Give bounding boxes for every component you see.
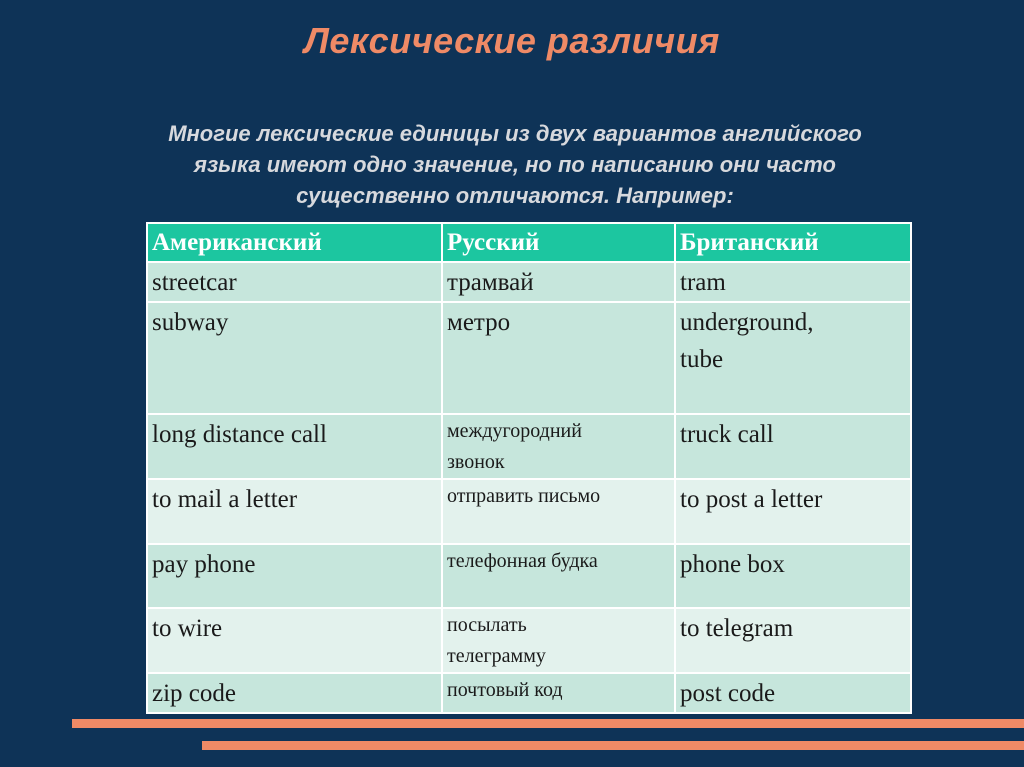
cell-line: звонок xyxy=(447,451,505,473)
cell-russian xyxy=(442,302,675,414)
decorative-bar-top xyxy=(72,719,1024,728)
table-row xyxy=(147,262,911,302)
intro-text xyxy=(90,118,940,211)
cell-british xyxy=(675,544,911,608)
cell-line: телефонная будка xyxy=(447,550,598,572)
cell-line: to telegram xyxy=(680,615,794,642)
cell-line: трамвай xyxy=(447,269,534,296)
cell-russian xyxy=(442,262,675,302)
cell-british xyxy=(675,608,911,673)
cell-british xyxy=(675,414,911,479)
cell-line: underground, xyxy=(680,309,814,336)
cell-american: pay phone xyxy=(147,544,442,608)
table-row xyxy=(147,544,911,608)
intro-line: существенно отличаются. Например: xyxy=(296,183,734,208)
cell-line: phone box xyxy=(680,551,785,578)
cell-line: метро xyxy=(447,309,511,336)
cell-british xyxy=(675,302,911,414)
table-header-row xyxy=(147,223,911,262)
cell-british xyxy=(675,262,911,302)
header-british: Британский xyxy=(675,223,911,262)
cell-american: long distance call xyxy=(147,414,442,479)
cell-line: почтовый код xyxy=(447,679,563,701)
intro-line: Многие лексические единицы из двух вариантов английского xyxy=(168,121,862,146)
cell-russian xyxy=(442,479,675,544)
table-row xyxy=(147,414,911,479)
cell-line: tube xyxy=(680,346,724,373)
table-row xyxy=(147,608,911,673)
cell-russian xyxy=(442,544,675,608)
header-russian: Русский xyxy=(442,223,675,262)
header-american: Американский xyxy=(147,223,442,262)
cell-american: to mail a letter xyxy=(147,479,442,544)
table-row xyxy=(147,673,911,713)
cell-line: отправить письмо xyxy=(447,485,601,507)
intro-line: языка имеют одно значение, но по написанию они часто xyxy=(194,152,836,177)
cell-american: zip code xyxy=(147,673,442,713)
slide-title: Лексические различия xyxy=(304,20,720,61)
decorative-bar-bottom xyxy=(202,741,1024,750)
cell-line: truck call xyxy=(680,421,774,448)
cell-line: tram xyxy=(680,269,726,296)
table-row xyxy=(147,479,911,544)
cell-american: subway xyxy=(147,302,442,414)
cell-line: междугородний xyxy=(447,420,582,442)
cell-russian xyxy=(442,673,675,713)
table-row xyxy=(147,302,911,414)
cell-british xyxy=(675,479,911,544)
cell-line: to post a letter xyxy=(680,486,823,513)
cell-russian xyxy=(442,414,675,479)
cell-british xyxy=(675,673,911,713)
cell-american: streetcar xyxy=(147,262,442,302)
cell-line: телеграмму xyxy=(447,645,546,667)
cell-line: post code xyxy=(680,680,776,707)
cell-russian xyxy=(442,608,675,673)
cell-line: посылать xyxy=(447,614,527,636)
lexical-table xyxy=(146,222,912,714)
cell-american: to wire xyxy=(147,608,442,673)
